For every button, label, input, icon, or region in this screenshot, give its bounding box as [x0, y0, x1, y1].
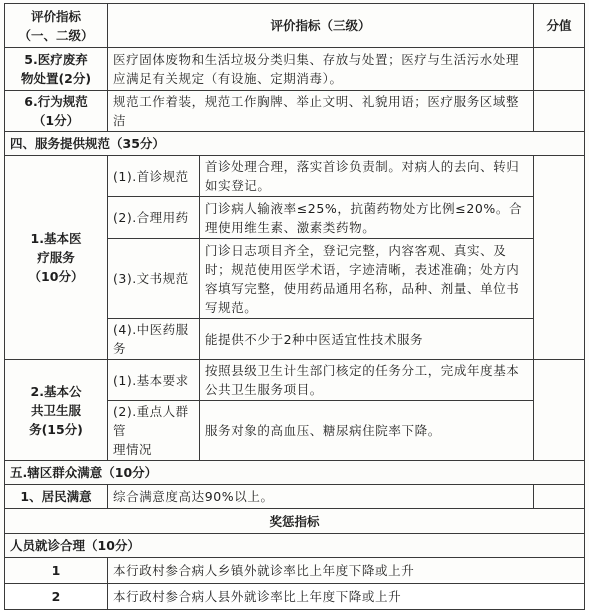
section-row — [5, 461, 585, 485]
score-cell — [534, 485, 585, 509]
table-row — [5, 156, 585, 197]
subitem-label: (3).文书规范 — [108, 239, 200, 319]
content-cell: 按照县级卫生计生部门核定的任务分工，完成年度基本公共卫生服务项目。 — [200, 360, 534, 401]
category-cell: 2.基本公 共卫生服 务(15分) — [5, 360, 108, 461]
content-cell: 门诊日志项目齐全，登记完整，内容客观、真实、及时；规范使用医学术语，字迹清晰，表述准确；处方内容填写完整，使用药品通用名称，品种、剂量、单位书写规范。 — [200, 239, 534, 319]
table-row — [5, 91, 585, 132]
section-heading: 五.辖区群众满意（10分） — [5, 461, 585, 485]
section-row — [5, 509, 585, 534]
subitem-label: (1).首诊规范 — [108, 156, 200, 197]
score-cell — [534, 360, 585, 461]
score-cell — [534, 48, 585, 91]
header-indicator-l3: 评价指标（三级） — [108, 4, 534, 48]
row-number: 2 — [5, 584, 108, 610]
subitem-label: (4).中医药服务 — [108, 319, 200, 360]
section-heading: 人员就诊合理（10分） — [5, 534, 585, 558]
subitem-label: (1).基本要求 — [108, 360, 200, 401]
section-row — [5, 132, 585, 156]
content-cell: 本行政村参合病人乡镇外就诊率比上年度下降或上升 — [108, 558, 585, 584]
table-row — [5, 48, 585, 91]
content-cell: 能提供不少于2种中医适宜性技术服务 — [200, 319, 534, 360]
evaluation-table — [4, 3, 585, 610]
row-number: 1 — [5, 558, 108, 584]
header-score: 分值 — [534, 4, 585, 48]
header-indicator-l12: 评价指标 （一、二级） — [5, 4, 108, 48]
category-cell: 6.行为规范 （1分） — [5, 91, 108, 132]
section-heading: 四、服务提供规范（35分） — [5, 132, 585, 156]
subitem-label: (2).合理用药 — [108, 197, 200, 239]
table-header-row — [5, 4, 585, 48]
content-cell: 首诊处理合理，落实首诊负责制。对病人的去向、转归如实登记。 — [200, 156, 534, 197]
subitem-label: (2).重点人群管 理情况 — [108, 401, 200, 461]
category-cell: 1.基本医 疗服务 （10分） — [5, 156, 108, 360]
category-cell: 5.医疗废弃 物处置(2分) — [5, 48, 108, 91]
table-row — [5, 360, 585, 401]
content-cell: 本行政村参合病人县外就诊率比上年度下降或上升 — [108, 584, 585, 610]
table-row — [5, 485, 585, 509]
score-cell — [534, 91, 585, 132]
reward-title: 奖惩指标 — [5, 509, 585, 534]
content-cell: 医疗固体废物和生活垃圾分类归集、存放与处置；医疗与生活污水处理应满足有关规定（有设施、定期消毒）。 — [108, 48, 534, 91]
content-cell: 门诊病人输液率≤25%，抗菌药物处方比例≤20%。合理使用维生素、激素类药物。 — [200, 197, 534, 239]
content-cell: 综合满意度高达90%以上。 — [108, 485, 534, 509]
table-row — [5, 584, 585, 610]
score-cell — [534, 156, 585, 360]
content-cell: 规范工作着装，规范工作胸牌、举止文明、礼貌用语；医疗服务区域整洁 — [108, 91, 534, 132]
category-cell: 1、居民满意 — [5, 485, 108, 509]
content-cell: 服务对象的高血压、糖尿病住院率下降。 — [200, 401, 534, 461]
section-row — [5, 534, 585, 558]
